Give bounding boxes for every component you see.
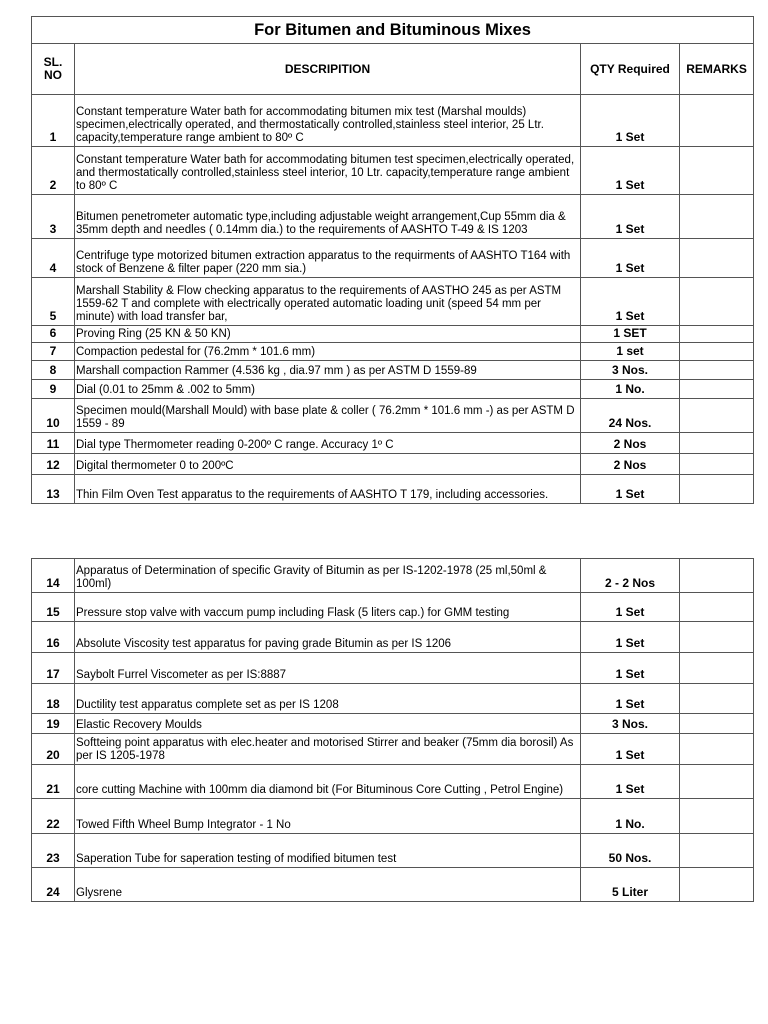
row-description: Marshall compaction Rammer (4.536 kg , dia.97 mm ) as per ASTM D 1559-89	[75, 361, 581, 380]
row-description: Compaction pedestal for (76.2mm * 101.6 mm)	[75, 343, 581, 361]
row-description: core cutting Machine with 100mm dia diamond bit (For Bituminous Core Cutting , Petrol Engine)	[75, 765, 581, 799]
row-remarks	[680, 653, 754, 684]
row-qty: 1 No.	[581, 799, 680, 834]
header-remarks: REMARKS	[680, 44, 754, 95]
row-remarks	[680, 734, 754, 765]
title-row	[32, 17, 754, 44]
table-row	[32, 799, 754, 834]
row-sl-number: 15	[32, 593, 75, 622]
row-qty: 3 Nos.	[581, 714, 680, 734]
table-row	[32, 868, 754, 902]
row-sl-number: 13	[32, 475, 75, 504]
row-description: Proving Ring (25 KN & 50 KN)	[75, 326, 581, 343]
row-remarks	[680, 765, 754, 799]
row-qty: 50 Nos.	[581, 834, 680, 868]
row-description: Apparatus of Determination of specific Gravity of Bitumin as per IS-1202-1978 (25 ml,50ml & 100ml)	[75, 559, 581, 593]
row-description: Glysrene	[75, 868, 581, 902]
row-sl-number: 5	[32, 278, 75, 326]
row-remarks	[680, 433, 754, 454]
table-row	[32, 714, 754, 734]
row-remarks	[680, 399, 754, 433]
row-remarks	[680, 380, 754, 399]
row-remarks	[680, 684, 754, 714]
row-sl-number: 24	[32, 868, 75, 902]
row-remarks	[680, 239, 754, 278]
row-remarks	[680, 147, 754, 195]
row-sl-number: 11	[32, 433, 75, 454]
table-row	[32, 239, 754, 278]
row-sl-number: 23	[32, 834, 75, 868]
header-sl	[32, 44, 75, 95]
row-qty: 24 Nos.	[581, 399, 680, 433]
row-sl-number: 14	[32, 559, 75, 593]
table-row	[32, 593, 754, 622]
table-row	[32, 734, 754, 765]
row-description: Bitumen penetrometer automatic type,including adjustable weight arrangement,Cup 55mm dia & 35mm depth and needles ( 0.14mm dia.) to the requirements of AASHTO T-49 & IS 1203	[75, 195, 581, 239]
row-sl-number: 17	[32, 653, 75, 684]
row-description: Saybolt Furrel Viscometer as per IS:8887	[75, 653, 581, 684]
equipment-table-1	[31, 16, 754, 504]
row-description: Ductility test apparatus complete set as per IS 1208	[75, 684, 581, 714]
row-description: Absolute Viscosity test apparatus for paving grade Bitumin as per IS 1206	[75, 622, 581, 653]
table-row	[32, 95, 754, 147]
row-remarks	[680, 834, 754, 868]
header-sl-line1: SL.	[43, 55, 63, 69]
row-sl-number: 6	[32, 326, 75, 343]
table-row	[32, 765, 754, 799]
row-remarks	[680, 799, 754, 834]
header-description: DESCRIPITION	[75, 44, 581, 95]
row-qty: 1 Set	[581, 653, 680, 684]
row-qty: 1 No.	[581, 380, 680, 399]
table-row	[32, 684, 754, 714]
row-remarks	[680, 622, 754, 653]
row-description: Softteing point apparatus with elec.heater and motorised Stirrer and beaker (75mm dia borosil) As per IS 1205-1978	[75, 734, 581, 765]
row-sl-number: 4	[32, 239, 75, 278]
row-sl-number: 12	[32, 454, 75, 475]
row-qty: 1 Set	[581, 147, 680, 195]
header-qty: QTY Required	[581, 44, 680, 95]
row-remarks	[680, 326, 754, 343]
row-qty: 1 Set	[581, 195, 680, 239]
row-description: Towed Fifth Wheel Bump Integrator - 1 No	[75, 799, 581, 834]
row-sl-number: 10	[32, 399, 75, 433]
row-qty: 2 Nos	[581, 433, 680, 454]
table-row	[32, 380, 754, 399]
table-row	[32, 343, 754, 361]
row-sl-number: 2	[32, 147, 75, 195]
table-row	[32, 433, 754, 454]
row-qty: 1 SET	[581, 326, 680, 343]
row-qty: 1 Set	[581, 765, 680, 799]
row-remarks	[680, 593, 754, 622]
row-qty: 1 Set	[581, 593, 680, 622]
row-qty: 3 Nos.	[581, 361, 680, 380]
row-sl-number: 19	[32, 714, 75, 734]
row-description: Dial (0.01 to 25mm & .002 to 5mm)	[75, 380, 581, 399]
row-sl-number: 18	[32, 684, 75, 714]
table-row	[32, 195, 754, 239]
row-remarks	[680, 714, 754, 734]
row-qty: 1 Set	[581, 95, 680, 147]
row-description: Saperation Tube for saperation testing of modified bitumen test	[75, 834, 581, 868]
row-sl-number: 8	[32, 361, 75, 380]
row-description: Dial type Thermometer reading 0-200º C range. Accuracy 1º C	[75, 433, 581, 454]
row-qty: 2 Nos	[581, 454, 680, 475]
row-remarks	[680, 361, 754, 380]
row-sl-number: 1	[32, 95, 75, 147]
row-description: Marshall Stability & Flow checking apparatus to the requirements of AASTHO 245 as per ASTM 1559-62 T and complete with electrically operated automatic loading unit (speed 54 mm per minute) with load transfer bar,	[75, 278, 581, 326]
row-description: Centrifuge type motorized bitumen extraction apparatus to the requirments of AASHTO T164 with stock of Benzene & filter paper (220 mm sia.)	[75, 239, 581, 278]
row-remarks	[680, 95, 754, 147]
table-row	[32, 834, 754, 868]
row-qty: 1 Set	[581, 622, 680, 653]
table-row	[32, 399, 754, 433]
row-remarks	[680, 475, 754, 504]
page-title: For Bitumen and Bituminous Mixes	[32, 17, 754, 44]
row-qty: 1 Set	[581, 475, 680, 504]
table-row	[32, 653, 754, 684]
row-remarks	[680, 278, 754, 326]
row-sl-number: 16	[32, 622, 75, 653]
row-remarks	[680, 343, 754, 361]
row-sl-number: 20	[32, 734, 75, 765]
row-sl-number: 3	[32, 195, 75, 239]
row-sl-number: 7	[32, 343, 75, 361]
row-qty: 1 set	[581, 343, 680, 361]
header-row	[32, 44, 754, 95]
table-row	[32, 361, 754, 380]
row-description: Constant temperature Water bath for accommodating bitumen test specimen,electrically operated, and thermostatically controlled,stainless steel interior, 10 Ltr. capacity,temperature range ambient to 80º C	[75, 147, 581, 195]
row-sl-number: 22	[32, 799, 75, 834]
row-remarks	[680, 559, 754, 593]
row-description: Pressure stop valve with vaccum pump including Flask (5 liters cap.) for GMM testing	[75, 593, 581, 622]
table-row	[32, 622, 754, 653]
row-remarks	[680, 454, 754, 475]
row-description: Digital thermometer 0 to 200ºC	[75, 454, 581, 475]
table-row	[32, 475, 754, 504]
row-qty: 2 - 2 Nos	[581, 559, 680, 593]
row-description: Constant temperature Water bath for accommodating bitumen mix test (Marshal moulds) specimen,electrically operated, and thermostatically controlled,stainless steel interior, 25 Ltr. capacity,temperature range ambient to 80º C	[75, 95, 581, 147]
header-sl-line2: NO	[44, 68, 62, 82]
row-qty: 1 Set	[581, 734, 680, 765]
row-remarks	[680, 195, 754, 239]
equipment-table-2	[31, 558, 754, 902]
row-qty: 1 Set	[581, 239, 680, 278]
row-qty: 1 Set	[581, 684, 680, 714]
table-row	[32, 326, 754, 343]
row-description: Specimen mould(Marshall Mould) with base plate & coller ( 76.2mm * 101.6 mm -) as per ASTM D 1559 - 89	[75, 399, 581, 433]
row-description: Elastic Recovery Moulds	[75, 714, 581, 734]
row-sl-number: 21	[32, 765, 75, 799]
table-row	[32, 454, 754, 475]
table-row	[32, 147, 754, 195]
row-qty: 5 Liter	[581, 868, 680, 902]
row-description: Thin Film Oven Test apparatus to the requirements of AASHTO T 179, including accessories.	[75, 475, 581, 504]
row-sl-number: 9	[32, 380, 75, 399]
row-qty: 1 Set	[581, 278, 680, 326]
table-row	[32, 559, 754, 593]
table-row	[32, 278, 754, 326]
row-remarks	[680, 868, 754, 902]
